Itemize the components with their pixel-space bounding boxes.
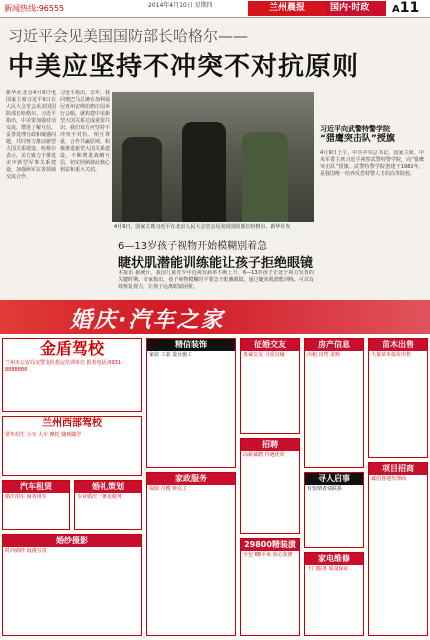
photo-caption: 4月9日，国家主席习近平在北京人民大会堂会见美国国防部长哈格尔。新华社发 bbox=[112, 222, 314, 232]
ad-text: 全包 88平米 放心装修 bbox=[243, 552, 293, 558]
ad-cell bbox=[240, 438, 300, 534]
ad-text: 保姆 月嫂 钟点工 bbox=[149, 486, 188, 492]
ad-cell bbox=[146, 338, 236, 468]
ad-cell bbox=[368, 462, 428, 636]
ad-head: 项目招商 bbox=[369, 463, 427, 475]
ad-head: 招聘 bbox=[241, 439, 299, 451]
ad-cell bbox=[304, 552, 364, 636]
ad-head: 房产信息 bbox=[305, 339, 363, 351]
ad-head: 29800精装潢 bbox=[241, 539, 299, 551]
ad-section-banner bbox=[0, 300, 430, 334]
ad-head: 精信装饰 bbox=[147, 339, 235, 351]
ad-cell bbox=[368, 338, 428, 458]
sidebar-title-1: 习近平向武警特警学院 bbox=[320, 125, 390, 133]
ad-head: 兰州西部驾校 bbox=[42, 418, 102, 429]
section-label: 国内·时政 bbox=[326, 1, 386, 16]
ad-text: 婚庆用车 商务用车 bbox=[5, 494, 47, 500]
ad-text: 上门服务 质量保证 bbox=[307, 566, 349, 572]
ad-text: 大量苗木低价出售 bbox=[371, 352, 412, 358]
ad-head: 婚纱摄影 bbox=[3, 535, 141, 547]
photo-figure-right bbox=[242, 132, 288, 232]
article-column-2: 习近平指出，去年，我同奥巴马总统在加利福尼亚州安纳伯格庄园举行会晤，就构建中美新型大国关系达成重要共识。我们双方应坚持不冲突不对抗、相互尊重、合作共赢原则，积极推进新型大国关系建设，不断增进战略互信，切实照顾彼此核心利益和重大关切。 bbox=[60, 90, 110, 173]
page-letter: A bbox=[392, 4, 400, 15]
ad-cell bbox=[304, 472, 364, 548]
ad-grid bbox=[0, 334, 430, 640]
ad-text: 诚招各地代理商 bbox=[371, 476, 407, 482]
page-number bbox=[392, 0, 419, 16]
ad-cell bbox=[2, 534, 142, 636]
ad-head: 苗木出售 bbox=[369, 339, 427, 351]
ad-text: 家装 工装 设计施工 bbox=[149, 352, 193, 358]
ad-banner-title: 婚庆·汽车之家 bbox=[70, 308, 225, 333]
news-hotline: 新闻热线:96555 bbox=[4, 4, 65, 13]
article2-headline: 睫状肌潜能训练能让孩子拒绝眼镜 bbox=[118, 256, 314, 271]
news-photo bbox=[112, 92, 314, 232]
ad-text: 出租 出售 求购 bbox=[307, 352, 341, 358]
sidebar-title-2: “猎鹰突击队”授旗 bbox=[320, 134, 395, 144]
article-column-1: 新华社北京4月9日电 国家主席习近平9日在人民大会堂会见美国国防部长哈格尔。习近平指出，中美要加强对话交流，增进了解互信，妥善处理分歧和敏感问题，共同努力推动新型大国关系建设。哈格尔表示，美方致力于推进美中新型军事关系建设，加强两军在各领域交流合作。 bbox=[6, 90, 56, 180]
ad-head: 金盾驾校 bbox=[39, 339, 104, 358]
ad-text: 高薪诚聘 待遇优厚 bbox=[243, 452, 285, 458]
masthead-logo: 兰州晨报 bbox=[248, 1, 326, 16]
ad-text: 兰州市公安局交警支队指定培训单位 报名电话:0931-8888888 bbox=[5, 360, 123, 373]
ad-cell bbox=[2, 416, 142, 476]
article2-text: 本报讯 据统计，我国儿童青少年近视发病率不断上升，6—13岁孩子正处于视力发育的关键时期。专家指出，孩子视物模糊时不要急于配戴眼镜，通过睫状肌潜能训练，可以有效恢复视力，让孩子远离眼镜困扰。 bbox=[118, 270, 314, 290]
ad-cell bbox=[2, 338, 142, 412]
ad-cell bbox=[146, 472, 236, 636]
page-digit: 11 bbox=[399, 0, 420, 16]
ad-cell bbox=[2, 480, 70, 530]
issue-date: 2014年4月10日 星期四 bbox=[148, 2, 213, 9]
ad-text: 真诚交友 寻觅良缘 bbox=[243, 352, 285, 358]
ad-text: 专业婚庆一条龙服务 bbox=[77, 494, 123, 500]
ad-head: 寻人启事 bbox=[305, 473, 363, 485]
ad-head: 汽车租赁 bbox=[3, 481, 69, 493]
sidebar-text: 4月9日上午，中共中央总书记、国家主席、中央军委主席习近平视察武警特警学院，向“猎鹰突击队”授旗。武警特警学院创建于1982年，是我国唯一培养反恐特警人才的高等院校。 bbox=[320, 150, 424, 177]
ad-head: 婚礼策划 bbox=[75, 481, 141, 493]
photo-figure-left bbox=[122, 137, 162, 232]
ad-text: 有知情者请联系 bbox=[307, 486, 343, 492]
photo-figure-center bbox=[182, 122, 226, 232]
article2-subhead: 6—13岁孩子视物开始模糊别着急 bbox=[118, 241, 268, 252]
page-header bbox=[0, 0, 430, 18]
ad-cell bbox=[74, 480, 142, 530]
ad-head: 征婚交友 bbox=[241, 339, 299, 351]
ad-head: 家政服务 bbox=[147, 473, 235, 485]
ad-text: 时尚婚纱 浪漫写真 bbox=[5, 548, 47, 554]
ad-cell bbox=[304, 338, 364, 468]
article-headline: 中美应坚持不冲突不对抗原则 bbox=[8, 52, 360, 82]
ad-head: 家电维修 bbox=[305, 553, 363, 565]
ad-cell bbox=[240, 338, 300, 434]
ad-text: 常年招生 小车 大车 摩托 随到随学 bbox=[5, 432, 82, 438]
article-kicker: 习近平会见美国国防部长哈格尔—— bbox=[8, 27, 249, 45]
ad-cell bbox=[240, 538, 300, 636]
